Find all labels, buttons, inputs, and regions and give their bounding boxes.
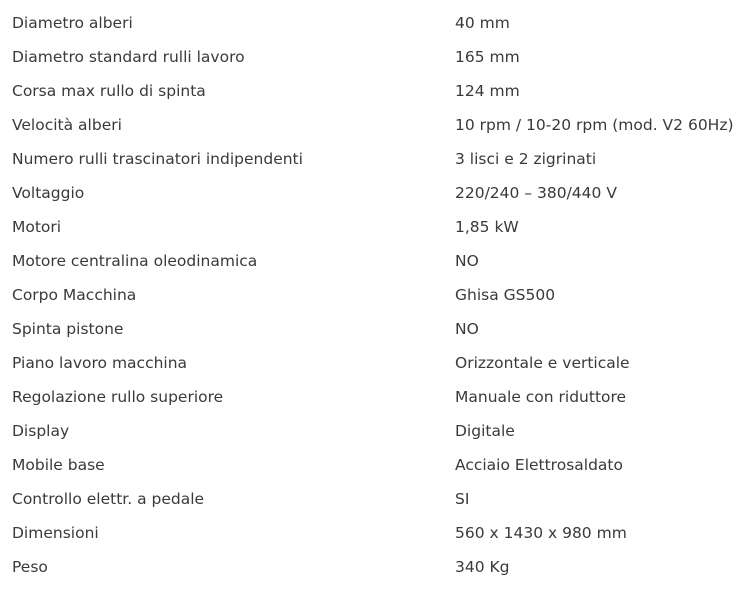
- spec-value: Orizzontale e verticale: [455, 354, 630, 372]
- spec-value: 340 Kg: [455, 558, 510, 576]
- spec-value: Acciaio Elettrosaldato: [455, 456, 623, 474]
- spec-row: [0, 414, 748, 448]
- spec-value: Digitale: [455, 422, 515, 440]
- spec-label: Motori: [12, 218, 62, 236]
- spec-label: Velocità alberi: [12, 116, 122, 134]
- spec-label: Piano lavoro macchina: [12, 354, 188, 372]
- spec-row: [0, 448, 748, 482]
- spec-row: [0, 482, 748, 516]
- spec-row: [0, 380, 748, 414]
- spec-label: Display: [12, 422, 70, 440]
- spec-row: [0, 108, 748, 142]
- spec-row: [0, 516, 748, 550]
- spec-value: 560 x 1430 x 980 mm: [455, 524, 627, 542]
- spec-row: [0, 142, 748, 176]
- spec-label: Voltaggio: [12, 184, 85, 202]
- spec-row: [0, 210, 748, 244]
- specifications-table: [0, 6, 748, 584]
- spec-value: NO: [455, 320, 479, 338]
- spec-label: Controllo elettr. a pedale: [12, 490, 205, 508]
- spec-label: Corsa max rullo di spinta: [12, 82, 206, 100]
- spec-value: 10 rpm / 10-20 rpm (mod. V2 60Hz): [455, 116, 734, 134]
- spec-label: Motore centralina oleodinamica: [12, 252, 258, 270]
- spec-row: [0, 550, 748, 584]
- spec-value: SI: [455, 490, 470, 508]
- spec-row: [0, 40, 748, 74]
- spec-label: Diametro standard rulli lavoro: [12, 48, 245, 66]
- spec-value: 124 mm: [455, 82, 520, 100]
- spec-label: Corpo Macchina: [12, 286, 137, 304]
- specifications-table-body: [0, 6, 748, 584]
- spec-label: Spinta pistone: [12, 320, 124, 338]
- spec-label: Regolazione rullo superiore: [12, 388, 224, 406]
- spec-value: 1,85 kW: [455, 218, 519, 236]
- spec-label: Mobile base: [12, 456, 105, 474]
- spec-value: Ghisa GS500: [455, 286, 556, 304]
- spec-row: [0, 244, 748, 278]
- spec-value: Manuale con riduttore: [455, 388, 627, 406]
- spec-row: [0, 74, 748, 108]
- spec-label: Dimensioni: [12, 524, 99, 542]
- spec-label: Numero rulli trascinatori indipendenti: [12, 150, 303, 168]
- spec-value: 40 mm: [455, 14, 510, 32]
- spec-value: 220/240 – 380/440 V: [455, 184, 617, 202]
- spec-value: 3 lisci e 2 zigrinati: [455, 150, 597, 168]
- spec-label: Peso: [12, 558, 48, 576]
- spec-row: [0, 6, 748, 40]
- spec-row: [0, 312, 748, 346]
- spec-row: [0, 346, 748, 380]
- spec-value: NO: [455, 252, 479, 270]
- spec-row: [0, 278, 748, 312]
- spec-row: [0, 176, 748, 210]
- spec-label: Diametro alberi: [12, 14, 133, 32]
- spec-value: 165 mm: [455, 48, 520, 66]
